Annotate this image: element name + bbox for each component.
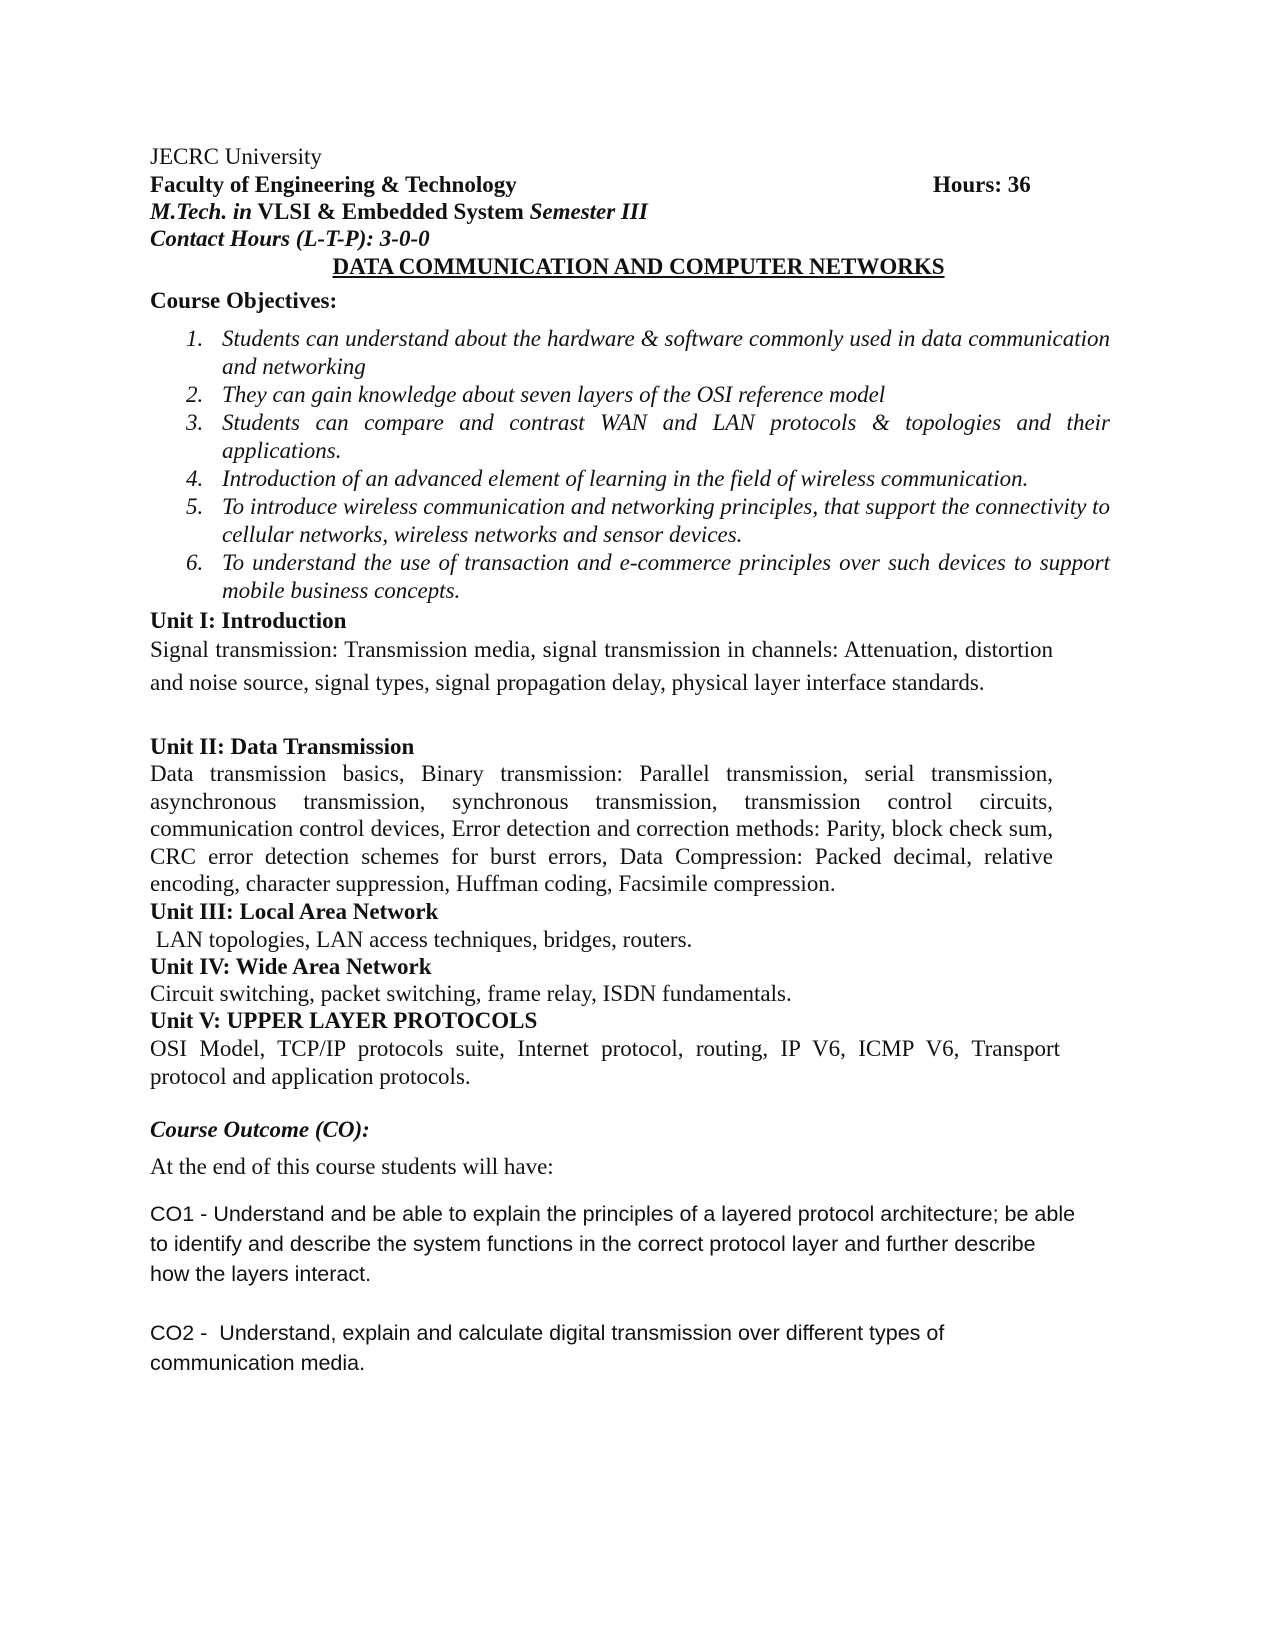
objective-item: 4. Introduction of an advanced element of learning in the field of wireless communication. bbox=[186, 466, 1029, 491]
program-name: VLSI & Embedded System bbox=[257, 199, 524, 224]
program-prefix: M.Tech. in bbox=[150, 199, 253, 224]
unit-2-body: Data transmission basics, Binary transmission: Parallel transmission, serial transmission, asynchronous transmission, synchronous transmission, transmission control circuits, communication control devices, Error detection and correction methods: Parity, block check sum, CRC error detection schemes for burst errors, Data Compression: Packed decimal, relative encoding, character suppression, Huffman coding, Facsimile compression. bbox=[150, 761, 1053, 896]
course-title: DATA COMMUNICATION AND COMPUTER NETWORKS bbox=[332, 254, 945, 279]
course-hours: Hours: 36 bbox=[933, 172, 1031, 197]
program-line bbox=[150, 198, 648, 226]
outcomes-heading: Course Outcome (CO): bbox=[150, 1117, 370, 1142]
objective-item: 1. Students can understand about the hardware & software commonly used in data communication and networking bbox=[186, 326, 1110, 379]
outcomes-intro: At the end of this course students will have: bbox=[150, 1154, 554, 1179]
unit-1-heading: Unit I: Introduction bbox=[150, 608, 347, 633]
unit-5-body: OSI Model, TCP/IP protocols suite, Internet protocol, routing, IP V6, ICMP V6, Transport protocol and application protocols. bbox=[150, 1036, 1060, 1089]
objectives-heading: Course Objectives: bbox=[150, 288, 338, 313]
objective-item: 6. To understand the use of transaction and e-commerce principles over such devices to support mobile business concepts. bbox=[186, 550, 1110, 603]
faculty-name: Faculty of Engineering & Technology bbox=[150, 172, 517, 197]
objective-item: 2. They can gain knowledge about seven layers of the OSI reference model bbox=[186, 382, 886, 407]
unit-4-heading: Unit IV: Wide Area Network bbox=[150, 954, 432, 979]
unit-5-heading: Unit V: UPPER LAYER PROTOCOLS bbox=[150, 1008, 538, 1033]
unit-1-body: Signal transmission: Transmission media, signal transmission in channels: Attenuation, distortion and noise source, signal types, signal propagation delay, physical layer interface standards. bbox=[150, 637, 1053, 695]
university-name: JECRC University bbox=[150, 144, 322, 169]
unit-4-body: Circuit switching, packet switching, frame relay, ISDN fundamentals. bbox=[150, 981, 792, 1006]
objective-item: 3. Students can compare and contrast WAN and LAN protocols & topologies and their applications. bbox=[186, 410, 1110, 463]
unit-3-body: LAN topologies, LAN access techniques, bridges, routers. bbox=[150, 927, 693, 952]
contact-hours: Contact Hours (L-T-P): 3-0-0 bbox=[150, 226, 430, 251]
outcome-co1: CO1 - Understand and be able to explain the principles of a layered protocol architecture; be able to identify and describe the system functions in the correct protocol layer and further describe how the layers interact. bbox=[150, 1202, 1076, 1286]
outcome-co2: CO2 - Understand, explain and calculate digital transmission over different types of communication media. bbox=[150, 1321, 951, 1375]
objective-item: 5. To introduce wireless communication and networking principles, that support the connectivity to cellular networks, wireless networks and sensor devices. bbox=[186, 494, 1110, 547]
semester: Semester III bbox=[529, 199, 648, 224]
objectives-list bbox=[150, 325, 1110, 605]
unit-2-heading: Unit II: Data Transmission bbox=[150, 734, 415, 759]
unit-3-heading: Unit III: Local Area Network bbox=[150, 899, 439, 924]
